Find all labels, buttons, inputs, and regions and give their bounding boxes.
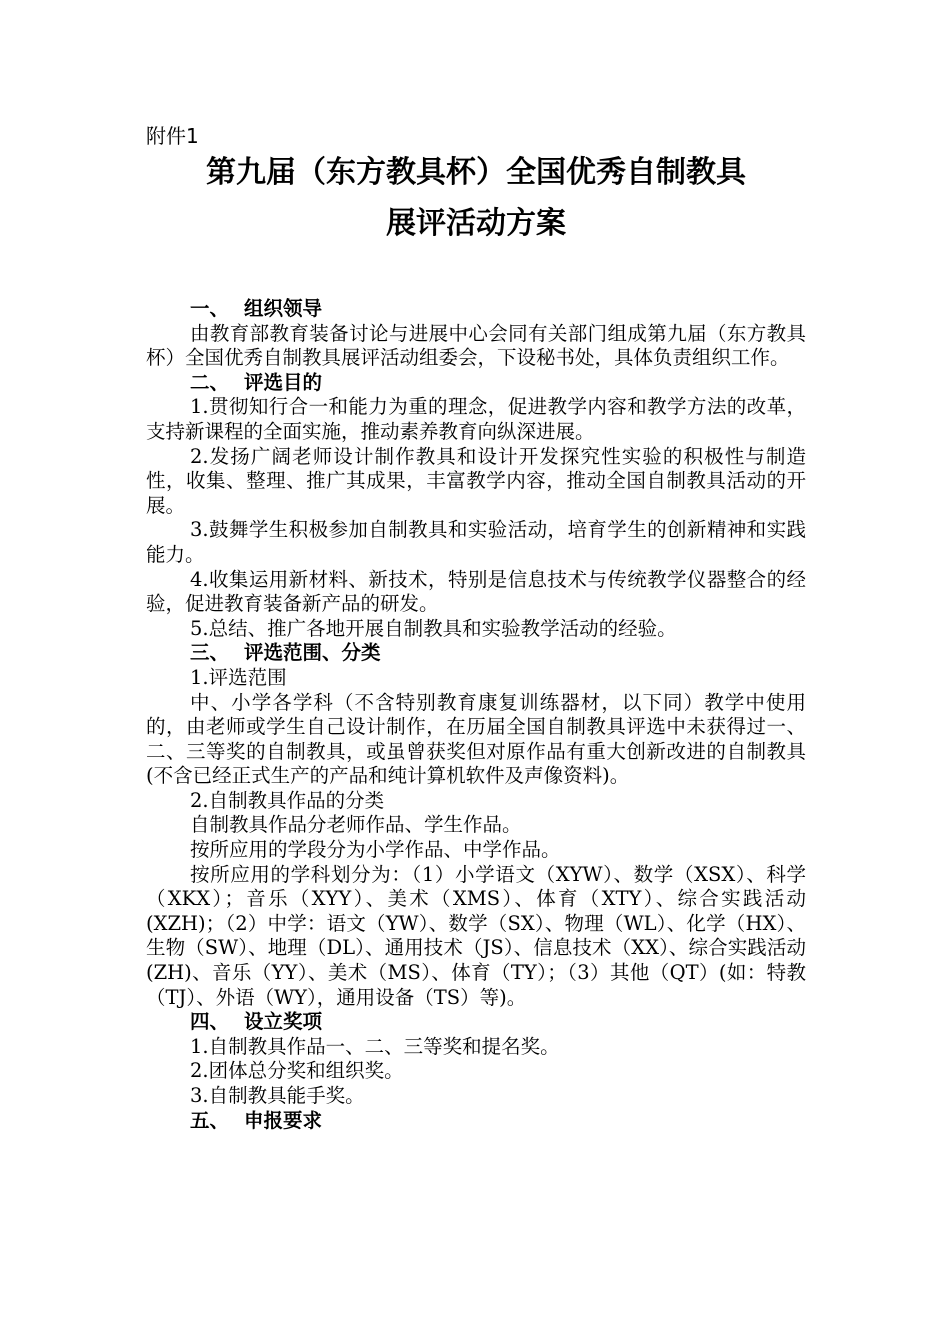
paragraph: 1.评选范围 xyxy=(190,665,287,689)
section-heading-5: 五、 申报要求 xyxy=(190,1108,323,1132)
section-heading-4: 四、 设立奖项 xyxy=(190,1010,323,1034)
paragraph: 1.自制教具作品一、二、三等奖和提名奖。 xyxy=(190,1034,560,1058)
paragraph: 中、小学各学科（不含特别教育康复训练器材，以下同）教学中使用的，由老师或学生自己设计制作，在历届全国自制教具评选中未获得过一、二、三等奖的自制教具，或虽曾获奖但对原作品有重大创新改进的自制教具(不含已经正式生产的产品和纯计算机软件及声像资料)。 xyxy=(146,690,806,788)
document-title-line-1: 第九届（东方教具杯）全国优秀自制教具 xyxy=(206,155,746,190)
paragraph: 2.团体总分奖和组织奖。 xyxy=(190,1059,404,1083)
paragraph: 4.收集运用新材料、新技术，特别是信息技术与传统教学仪器整合的经验，促进教育装备新产品的研发。 xyxy=(146,567,806,616)
paragraph: 按所应用的学段分为小学作品、中学作品。 xyxy=(190,838,561,862)
section-heading-2: 二、 评选目的 xyxy=(190,370,323,394)
paragraph: 1.贯彻知行合一和能力为重的理念，促进教学内容和教学方法的改革，支持新课程的全面实施，推动素养教育向纵深进展。 xyxy=(146,395,806,443)
paragraph: 按所应用的学科划分为：（1）小学语文（XYW）、数学（XSX）、科学（XKX）；音乐（XYY）、美术（XMS）、体育（XTY）、综合实践活动(XZH)；（2）中学：语文（YW）、数学（SX）、物理（WL）、化学（HX）、生物（SW）、地理（DL）、通用技术（JS）、信息技术（XX）、综合实践活动(ZH)、音乐（YY）、美术（MS）、体育（TY）；（3）其他（QT）(如：特教（TJ）、外语（WY），通用设备（TS）等)。 xyxy=(146,862,806,1009)
paragraph: 5.总结、推广各地开展自制教具和实验教学活动的经验。 xyxy=(190,616,677,640)
section-heading-1: 一、 组织领导 xyxy=(190,297,323,320)
paragraph: 由教育部教育装备讨论与进展中心会同有关部门组成第九届（东方教具杯）全国优秀自制教具展评活动组委会，下设秘书处，具体负责组织工作。 xyxy=(146,321,806,370)
paragraph: 2.发扬广阔老师设计制作教具和设计开发探究性实验的积极性与制造性，收集、整理、推广其成果，丰富教学内容，推动全国自制教具活动的开展。 xyxy=(146,444,806,517)
attachment-label: 附件1 xyxy=(146,124,199,148)
section-heading-3: 三、 评选范围、分类 xyxy=(190,641,381,665)
document-title-line-2: 展评活动方案 xyxy=(386,206,566,241)
paragraph: 2.自制教具作品的分类 xyxy=(190,788,385,812)
paragraph: 3.鼓舞学生积极参加自制教具和实验活动，培育学生的创新精神和实践能力。 xyxy=(146,518,806,566)
paragraph: 自制教具作品分老师作品、学生作品。 xyxy=(190,813,522,837)
document-body xyxy=(146,297,806,1133)
paragraph: 3.自制教具能手奖。 xyxy=(190,1084,365,1107)
